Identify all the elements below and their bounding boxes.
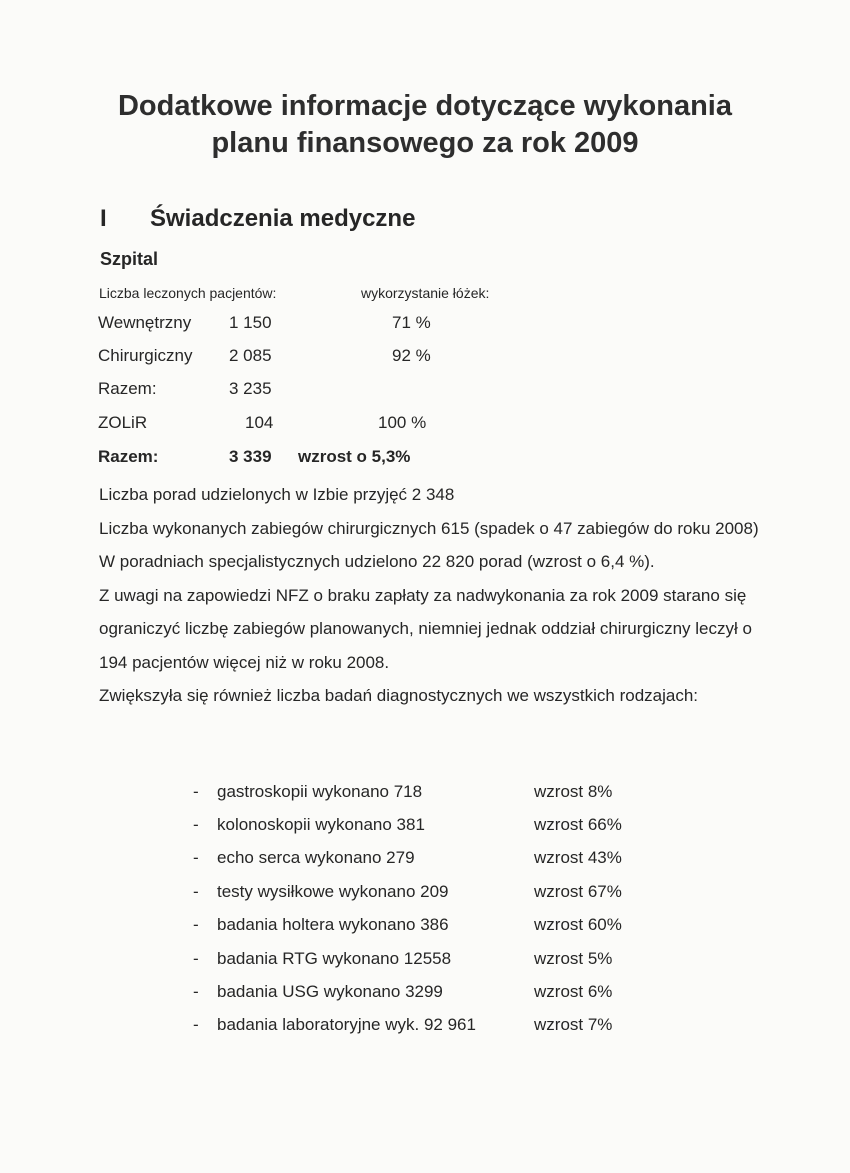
list-item-change: wzrost 43% — [534, 848, 622, 867]
list-item-text: echo serca wykonano 279 — [217, 848, 415, 867]
ward-name: ZOLiR — [98, 413, 148, 432]
total-count: 3 339 — [229, 447, 272, 466]
paragraph-admissions: Liczba porad udzielonych w Izbie przyjęć 2 348 — [99, 485, 455, 504]
list-item — [0, 810, 850, 843]
list-item-change: wzrost 8% — [534, 782, 613, 801]
list-item-text: badania USG wykonano 3299 — [217, 982, 443, 1001]
section-heading — [100, 202, 415, 236]
list-item-change: wzrost 60% — [534, 915, 622, 934]
list-item-text: kolonoskopii wykonano 381 — [217, 815, 425, 834]
total-growth: wzrost o 5,3% — [298, 447, 411, 466]
beds-header: wykorzystanie łóżek: — [361, 285, 490, 301]
list-item-change: wzrost 6% — [534, 982, 613, 1001]
list-dash: - — [193, 782, 199, 801]
section-number: I — [100, 205, 107, 232]
paragraph-diagnostics: Zwiększyła się również liczba badań diagnostycznych we wszystkich rodzajach: — [99, 686, 699, 705]
list-item — [0, 944, 850, 977]
ward-name: Chirurgiczny — [98, 346, 193, 365]
ward-name: Razem: — [98, 379, 157, 398]
list-dash: - — [193, 848, 199, 867]
list-dash: - — [193, 915, 199, 934]
patients-header: Liczba leczonych pacjentów: — [99, 285, 277, 301]
total-label: Razem: — [98, 447, 159, 466]
list-dash: - — [193, 815, 199, 834]
paragraph-nfz: Z uwagi na zapowiedzi NFZ o braku zapłaty za nadwykonania za rok 2009 starano się ograniczyć liczbę zabiegów planowanych, niemniej jednak oddział chirurgiczny leczył o 194 pacjentów więcej niż w roku 2008. — [99, 585, 752, 672]
ward-count: 2 085 — [229, 346, 272, 365]
section-title: Świadczenia medyczne — [150, 205, 416, 232]
list-item — [0, 977, 850, 1010]
list-item-text: gastroskopii wykonano 718 — [217, 782, 423, 801]
ward-beds: 71 % — [392, 313, 431, 332]
paragraph-surgeries: Liczba wykonanych zabiegów chirurgicznych 615 (spadek o 47 zabiegów do roku 2008) — [99, 518, 759, 538]
subsection-heading: Szpital — [100, 249, 159, 269]
list-item-change: wzrost 67% — [534, 882, 622, 901]
ward-count: 3 235 — [229, 379, 272, 398]
list-item-change: wzrost 66% — [534, 815, 622, 834]
list-item-text: badania holtera wykonano 386 — [217, 915, 449, 934]
ward-beds: 100 % — [378, 413, 427, 432]
list-dash: - — [193, 882, 199, 901]
list-item-change: wzrost 7% — [534, 1015, 613, 1034]
list-dash: - — [193, 982, 199, 1001]
paragraph-specialist-clinics: W poradniach specjalistycznych udzielono 22 820 porad (wzrost o 6,4 %). — [99, 552, 655, 571]
title-line-1: Dodatkowe informacje dotyczące wykonania — [117, 90, 732, 122]
body-text — [99, 478, 759, 713]
list-dash: - — [193, 949, 199, 968]
document-title — [60, 88, 790, 162]
list-item — [0, 910, 850, 943]
list-item-text: testy wysiłkowe wykonano 209 — [217, 882, 449, 901]
list-item — [0, 877, 850, 910]
ward-name: Wewnętrzny — [98, 313, 192, 332]
list-item-change: wzrost 5% — [534, 949, 613, 968]
list-item — [0, 843, 850, 876]
ward-beds: 92 % — [392, 346, 431, 365]
list-item-text: badania RTG wykonano 12558 — [217, 949, 452, 968]
list-item — [0, 1010, 850, 1043]
list-dash: - — [193, 1015, 199, 1034]
ward-count: 104 — [245, 413, 274, 432]
ward-count: 1 150 — [229, 313, 272, 332]
list-item — [0, 777, 850, 810]
title-line-2: planu finansowego za rok 2009 — [211, 127, 639, 159]
list-item-text: badania laboratoryjne wyk. 92 961 — [217, 1015, 476, 1034]
